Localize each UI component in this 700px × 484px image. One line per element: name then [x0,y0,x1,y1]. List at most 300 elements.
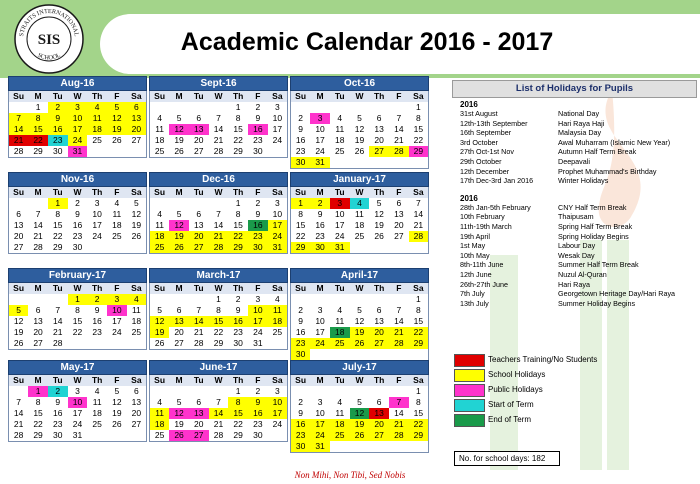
holiday-date: 27th Oct-1st Nov [460,147,514,157]
svg-text:STRAITS INTERNATIONAL: STRAITS INTERNATIONAL [18,7,80,37]
day-cell: 22 [228,231,248,242]
empty-cell [107,242,127,254]
weekday-label: Su [150,91,170,102]
weekday-label: Sa [127,375,147,386]
month-calendar [290,360,429,453]
holiday-row [452,147,697,157]
day-cell: 25 [150,146,170,158]
day-cell: 7 [9,113,29,124]
day-cell: 2 [291,113,311,124]
holiday-date: 29th October [460,156,502,166]
day-cell: 13 [369,316,389,327]
day-cell: 30 [291,349,311,361]
day-cell: 2 [291,397,311,408]
weekday-label: Su [291,91,311,102]
empty-cell [169,386,189,397]
day-cell: 25 [107,231,127,242]
day-cell: 8 [291,209,311,220]
empty-cell [330,441,350,453]
empty-cell [87,242,107,254]
holiday-date: 26th-27th June [460,279,508,289]
day-cell: 29 [28,430,48,442]
day-cell: 3 [268,102,288,113]
empty-cell [9,198,29,209]
empty-cell [169,198,189,209]
empty-cell [291,294,311,305]
empty-cell [169,294,189,305]
weekday-label: Th [87,375,107,386]
weekday-label: Su [291,375,311,386]
day-cell: 17 [310,327,330,338]
day-cell: 18 [330,327,350,338]
weekday-label: Th [228,91,248,102]
day-cell: 29 [228,242,248,254]
day-cell: 15 [291,220,311,231]
day-cell: 9 [248,397,268,408]
day-cell: 17 [268,124,288,135]
holiday-name: Prophet Muhammad's Birthday [558,166,657,176]
day-cell: 25 [330,338,350,349]
weekday-label: Th [228,375,248,386]
day-cell: 12 [350,408,370,419]
day-cell: 15 [48,220,68,231]
day-cell: 11 [127,305,147,316]
day-cell: 18 [107,220,127,231]
holiday-row [452,270,697,280]
day-cell: 12 [350,124,370,135]
day-cell: 28 [209,242,229,254]
day-cell: 18 [150,231,170,242]
day-cell: 14 [48,316,68,327]
weekday-label: M [310,91,330,102]
holiday-date: 17th Dec-3rd Jan 2016 [460,176,534,186]
day-cell: 18 [330,419,350,430]
weekday-label: Tu [189,375,209,386]
day-cell: 29 [209,338,229,350]
legend-label: Teachers Training/No Students [488,355,598,364]
day-cell: 6 [9,209,29,220]
day-cell: 31 [330,242,350,254]
day-cell: 5 [369,198,389,209]
day-cell: 8 [409,397,429,408]
day-cell: 30 [291,157,311,169]
day-cell: 31 [248,338,268,350]
holiday-row [452,119,697,129]
day-cell: 5 [169,397,189,408]
weekday-label: Tu [330,375,350,386]
day-cell: 14 [389,408,409,419]
day-cell: 4 [330,113,350,124]
holiday-row [452,203,697,213]
day-cell: 14 [189,316,209,327]
day-cell: 22 [291,231,311,242]
day-cell: 28 [389,430,409,441]
day-cell: 18 [268,316,288,327]
day-cell: 5 [127,198,147,209]
day-cell: 8 [228,113,248,124]
day-cell: 13 [189,408,209,419]
day-cell: 27 [9,242,29,254]
weekday-label: Tu [189,187,209,198]
day-cell: 16 [87,316,107,327]
weekday-label: M [169,375,189,386]
day-cell: 21 [189,327,209,338]
holiday-name: Summer Half Term Break [558,260,639,270]
day-cell: 6 [28,305,48,316]
day-cell: 24 [68,419,88,430]
day-cell: 16 [310,220,330,231]
weekday-label: F [107,187,127,198]
day-cell: 2 [228,294,248,305]
day-cell: 26 [107,135,127,146]
empty-cell [291,386,311,397]
day-cell: 1 [409,294,429,305]
day-cell: 10 [268,397,288,408]
day-cell: 26 [169,430,189,442]
day-cell: 2 [248,198,268,209]
day-cell: 6 [127,102,147,113]
page-title: Academic Calendar 2016 - 2017 [180,28,554,56]
weekday-label: M [310,187,330,198]
day-cell: 25 [150,242,170,254]
weekday-label: Su [9,187,29,198]
weekday-label: Sa [409,375,429,386]
day-cell: 7 [28,209,48,220]
day-cell: 9 [291,316,311,327]
day-cell: 5 [350,113,370,124]
day-cell: 4 [330,397,350,408]
day-cell: 9 [291,124,311,135]
weekday-label: Sa [409,283,429,294]
empty-cell [150,198,170,209]
day-cell: 11 [330,316,350,327]
holiday-name: Labour Day [558,241,596,251]
day-cell: 26 [169,242,189,254]
day-cell: 18 [87,124,107,135]
holiday-name: Winter Holidays [558,176,609,186]
holiday-row [452,280,697,290]
month-title: Oct-16 [290,76,429,91]
empty-cell [350,441,370,453]
weekday-label: F [248,375,268,386]
empty-cell [169,102,189,113]
day-cell: 18 [350,220,370,231]
day-cell: 11 [87,397,107,408]
day-cell: 15 [228,220,248,231]
weekday-label: M [28,187,48,198]
weekday-label: M [28,91,48,102]
weekday-label: W [68,91,88,102]
day-cell: 13 [28,316,48,327]
empty-cell [389,349,409,361]
day-cell: 15 [409,316,429,327]
day-cell: 5 [107,386,127,397]
weekday-label: F [107,283,127,294]
holiday-date: 28th Jan-5th February [460,202,531,212]
holiday-name: Wesak Day [558,250,595,260]
day-cell: 7 [9,397,29,408]
month-title: May-17 [8,360,147,375]
day-cell: 4 [107,198,127,209]
legend-swatch [454,354,485,367]
empty-cell [9,102,29,113]
holiday-date: 31st August [460,109,498,118]
day-cell: 25 [350,231,370,242]
day-cell: 30 [291,441,311,453]
day-cell: 8 [28,397,48,408]
day-cell: 16 [48,408,68,419]
day-cell: 25 [87,419,107,430]
day-cell: 23 [248,231,268,242]
day-cell: 4 [268,294,288,305]
month-calendar [290,268,429,361]
day-cell: 22 [28,135,48,146]
day-cell: 11 [330,408,350,419]
day-cell: 30 [310,242,330,254]
holiday-row [452,260,697,270]
day-cell: 28 [9,430,29,442]
empty-cell [369,349,389,361]
month-calendar [290,76,429,169]
day-cell: 26 [350,430,370,441]
day-cell: 14 [209,124,229,135]
day-cell: 27 [369,338,389,349]
weekday-label: W [350,187,370,198]
day-cell: 2 [48,102,68,113]
day-cell: 13 [127,397,147,408]
weekday-label: Sa [409,91,429,102]
weekday-label: Th [87,283,107,294]
day-cell: 19 [350,135,370,146]
empty-cell [150,102,170,113]
weekday-label: M [310,283,330,294]
day-cell: 19 [169,135,189,146]
day-cell: 7 [409,198,429,209]
empty-cell [389,294,409,305]
day-cell: 23 [228,327,248,338]
day-cell: 27 [189,430,209,442]
day-cell: 20 [169,327,189,338]
holiday-year: 2016 [460,100,478,109]
empty-cell [409,349,429,361]
empty-cell [369,157,389,169]
month-title: July-17 [290,360,429,375]
day-cell: 26 [127,231,147,242]
day-cell: 26 [350,338,370,349]
holiday-row [452,157,697,167]
day-cell: 20 [9,231,29,242]
weekday-label: W [209,187,229,198]
legend-item [452,382,697,397]
day-cell: 14 [409,209,429,220]
holiday-date: 1st May [460,241,486,251]
day-cell: 12 [107,113,127,124]
day-cell: 16 [291,327,311,338]
day-cell: 19 [107,408,127,419]
day-cell: 21 [209,419,229,430]
month-calendar [149,172,288,254]
empty-cell [330,386,350,397]
empty-cell [268,430,288,442]
holiday-row [452,251,697,261]
weekday-label: Th [87,91,107,102]
weekday-label: Su [9,91,29,102]
month-calendar [8,172,147,254]
empty-cell [209,102,229,113]
weekday-label: W [350,283,370,294]
day-cell: 9 [48,113,68,124]
day-cell: 30 [248,430,268,442]
empty-cell [87,430,107,442]
empty-cell [350,294,370,305]
weekday-label: Th [228,283,248,294]
weekday-label: W [68,283,88,294]
day-cell: 7 [389,113,409,124]
weekday-label: F [389,375,409,386]
weekday-label: M [28,375,48,386]
day-cell: 11 [268,305,288,316]
holiday-name: Summer Holiday Begins [558,298,636,308]
weekday-label: F [248,187,268,198]
school-motto: Non Mihi, Non Tibi, Sed Nobis [294,470,406,480]
day-cell: 11 [107,209,127,220]
day-cell: 29 [409,338,429,349]
day-cell: 22 [409,419,429,430]
weekday-label: Sa [268,91,288,102]
day-cell: 19 [9,327,29,338]
holiday-date: 12th-13th September [460,118,528,128]
day-cell: 17 [310,419,330,430]
day-cell: 9 [291,408,311,419]
day-cell: 16 [248,220,268,231]
day-cell: 19 [107,124,127,135]
legend-label: Start of Term [488,400,534,409]
holiday-row [452,167,697,177]
holiday-name: Hari Raya [558,279,590,289]
weekday-label: F [107,91,127,102]
empty-cell [389,102,409,113]
day-cell: 2 [248,102,268,113]
day-cell: 4 [150,397,170,408]
empty-cell [369,102,389,113]
day-cell: 21 [48,327,68,338]
empty-cell [107,338,127,350]
day-cell: 13 [169,316,189,327]
day-cell: 12 [169,124,189,135]
day-cell: 17 [268,220,288,231]
day-cell: 18 [150,135,170,146]
day-cell: 28 [209,146,229,158]
day-cell: 5 [9,305,29,316]
holiday-list-title: List of Holidays for Pupils [452,80,697,98]
day-cell: 12 [369,209,389,220]
day-cell: 12 [127,209,147,220]
day-cell: 31 [68,146,88,158]
day-cell: 30 [68,242,88,254]
holiday-row [452,289,697,299]
day-cell: 17 [68,408,88,419]
day-cell: 21 [209,231,229,242]
month-title: June-17 [149,360,288,375]
day-cell: 19 [127,220,147,231]
day-cell: 23 [48,419,68,430]
holiday-date: 16th September [460,128,512,138]
day-cell: 3 [330,198,350,209]
day-cell: 19 [369,220,389,231]
day-cell: 13 [189,124,209,135]
month-title: Dec-16 [149,172,288,187]
day-cell: 15 [228,124,248,135]
day-cell: 15 [209,316,229,327]
day-cell: 24 [268,419,288,430]
day-cell: 27 [28,338,48,350]
holiday-date: 19th April [460,231,490,241]
day-cell: 20 [369,135,389,146]
holiday-row [452,222,697,232]
day-cell: 22 [409,135,429,146]
day-cell: 27 [189,146,209,158]
weekday-label: Su [291,283,311,294]
holiday-year: 2016 [460,193,478,203]
day-cell: 16 [68,220,88,231]
empty-cell [189,294,209,305]
day-cell: 10 [107,305,127,316]
empty-cell [389,441,409,453]
day-cell: 10 [310,316,330,327]
day-cell: 17 [248,316,268,327]
empty-cell [48,294,68,305]
empty-cell [330,102,350,113]
day-cell: 30 [48,430,68,442]
holiday-date: 8th-11th June [460,260,504,270]
day-cell: 6 [189,209,209,220]
weekday-label: Sa [268,375,288,386]
day-cell: 30 [248,146,268,158]
day-cell: 16 [291,419,311,430]
day-cell: 22 [228,135,248,146]
day-cell: 23 [248,419,268,430]
weekday-label: Su [150,375,170,386]
day-cell: 16 [248,124,268,135]
day-cell: 25 [127,327,147,338]
holiday-name: National Day [558,109,600,118]
empty-cell [9,386,29,397]
day-cell: 3 [87,198,107,209]
day-cell: 27 [127,135,147,146]
empty-cell [409,441,429,453]
day-cell: 28 [28,242,48,254]
day-cell: 8 [228,397,248,408]
day-cell: 25 [330,146,350,157]
holiday-name: Thaipusam [558,212,594,222]
empty-cell [389,242,409,254]
day-cell: 9 [68,209,88,220]
day-cell: 2 [248,386,268,397]
empty-cell [369,386,389,397]
empty-cell [9,294,29,305]
day-cell: 22 [28,419,48,430]
day-cell: 3 [310,397,330,408]
day-cell: 29 [409,146,429,157]
day-cell: 28 [189,338,209,350]
empty-cell [369,242,389,254]
empty-cell [209,386,229,397]
day-cell: 2 [48,386,68,397]
day-cell: 13 [127,113,147,124]
day-cell: 15 [409,124,429,135]
weekday-label: W [350,91,370,102]
day-cell: 23 [48,135,68,146]
